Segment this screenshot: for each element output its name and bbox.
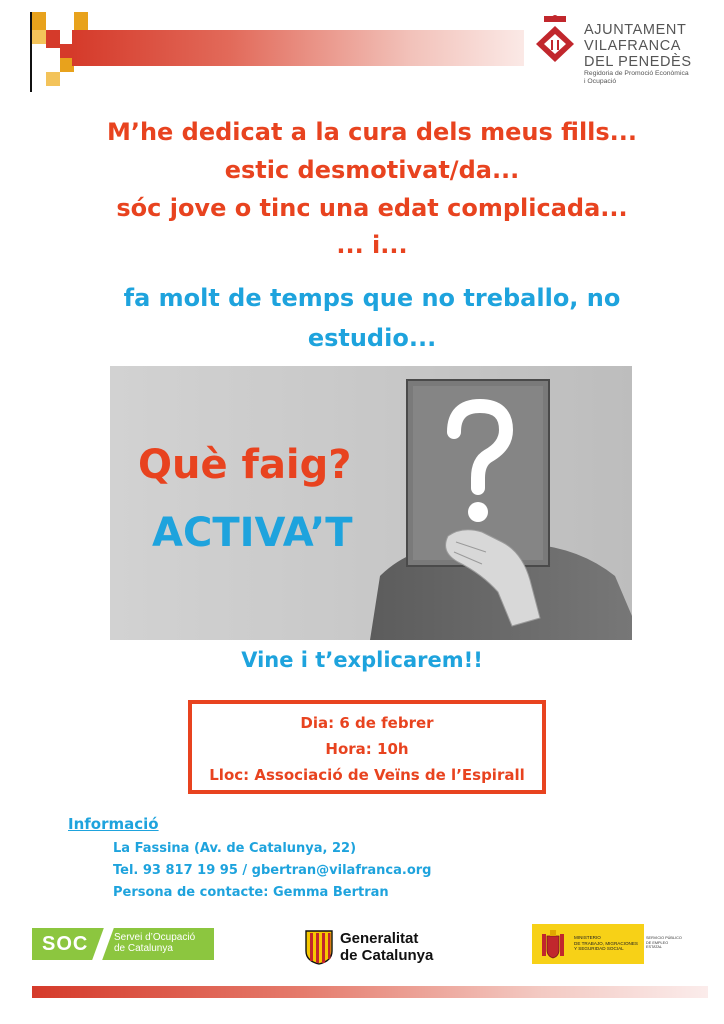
event-day: Dia: 6 de febrer <box>300 714 434 732</box>
info-title: Informació <box>68 815 159 833</box>
sepe-text: SERVICIO PÚBLICO DE EMPLEO ESTATAL <box>646 936 682 950</box>
soc-name: SOC <box>42 933 89 955</box>
header-gradient-bar <box>72 30 524 66</box>
info-address: La Fassina (Av. de Catalunya, 22) <box>113 841 357 856</box>
info-block <box>113 838 431 904</box>
subtitle: Vine i t’explicarem!! <box>241 648 483 672</box>
senyera-shield-icon <box>304 929 334 965</box>
person-with-question-card-icon <box>110 366 632 640</box>
headline-line-5: fa molt de temps que no treballo, no <box>123 284 621 312</box>
footer-gradient-bar <box>32 986 708 998</box>
spain-coat-of-arms-icon <box>538 928 568 960</box>
generalitat-logo <box>304 929 464 965</box>
ajuntament-logo <box>530 14 720 94</box>
headline-line-3: sóc jove o tinc una edat complicada... <box>116 194 628 222</box>
coat-of-arms-icon <box>530 14 580 74</box>
generalitat-text: Generalitat de Catalunya <box>340 930 434 964</box>
headline-line-6: estudio... <box>307 324 437 352</box>
ministerio-text: MINISTERIO DE TRABAJO, MIGRACIONES Y SEGURIDAD SOCIAL <box>574 935 638 951</box>
soc-logo <box>32 928 214 960</box>
ajuntament-department: Regidoria de Promoció Econòmica i Ocupació <box>584 70 689 85</box>
activat-text: ACTIVA’T <box>152 510 353 556</box>
event-place: Lloc: Associació de Veïns de l’Espirall <box>209 766 525 784</box>
question-text: Què faig? <box>138 442 352 488</box>
event-time: Hora: 10h <box>325 740 409 758</box>
headline-line-4: ... i... <box>336 231 408 259</box>
info-person: Persona de contacte: Gemma Bertran <box>113 885 389 900</box>
hero-photo <box>110 366 632 640</box>
info-contact: Tel. 93 817 19 95 / gbertran@vilafranca.org <box>113 863 432 878</box>
ajuntament-name: AJUNTAMENT VILAFRANCA DEL PENEDÈS <box>584 22 692 70</box>
event-details-box <box>188 700 546 794</box>
headline-line-2: estic desmotivat/da... <box>224 156 520 184</box>
headline-line-1: M’he dedicat a la cura dels meus fills... <box>106 118 638 146</box>
ministerio-logo <box>532 924 684 964</box>
soc-text: Servei d’Ocupació de Catalunya <box>114 932 196 954</box>
soc-slash-icon <box>92 928 114 960</box>
